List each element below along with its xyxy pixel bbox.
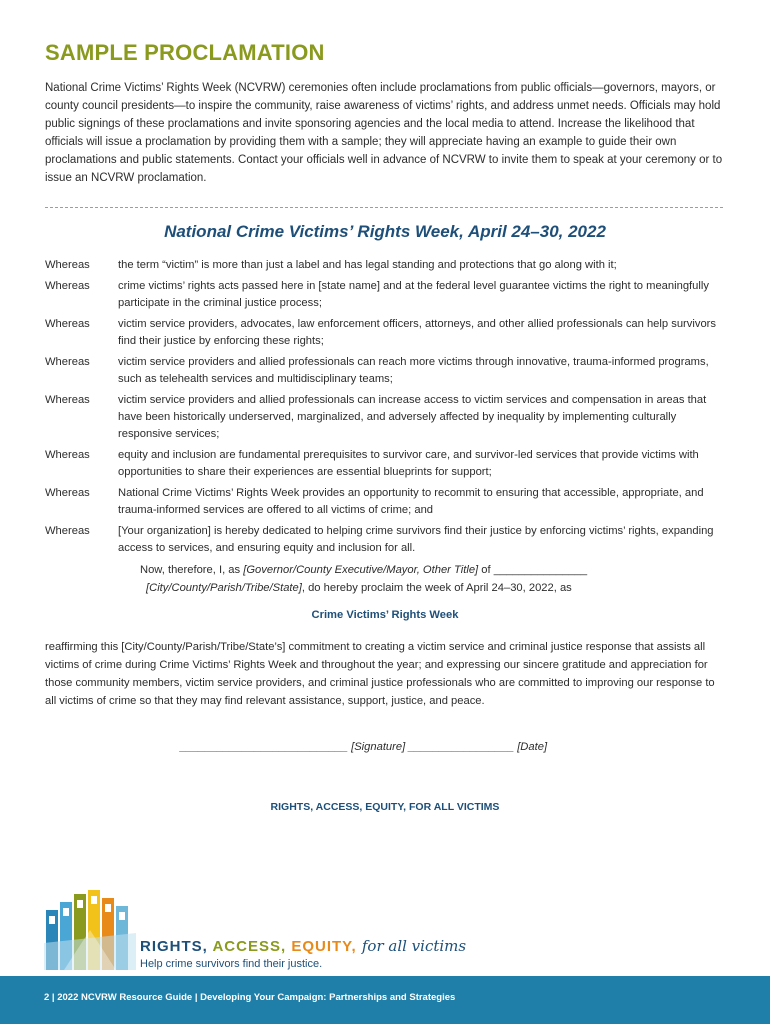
- whereas-label: Whereas: [45, 356, 90, 368]
- whereas-item: [45, 354, 735, 388]
- whereas-label: Whereas: [45, 394, 90, 406]
- logo-word-for-all-victims: for all victims: [361, 937, 467, 955]
- whereas-text: victim service providers and allied professionals can increase access to victim services and compensation in areas that have been historically underserved, marginalized, and adversely affected by inequality by implementing culturally responsive services;: [118, 394, 707, 440]
- logo-word-rights: RIGHTS,: [140, 938, 208, 955]
- ncvrw-logo-icon: [44, 888, 136, 970]
- whereas-label: Whereas: [45, 259, 90, 271]
- proclamation-title: National Crime Victims’ Rights Week, April 24–30, 2022: [164, 222, 606, 241]
- proclaim-prefix: Now, therefore, I, as: [140, 564, 244, 576]
- logo-wordmark: [140, 937, 466, 955]
- intro-paragraph: National Crime Victims’ Rights Week (NCVRW) ceremonies often include proclamations from public officials—governors, mayors, or county council presidents—to inspire the community, raise awareness of victims’ rights, and address unmet needs. Officials may hold public signings of these proclamations and invite sponsoring agencies and the local media to attend. Increase the likelihood that officials will issue a proclamation by providing them with a sample; they will appreciate having an example to guide their own proclamations and public statements. Contact your officials well in advance of NCVRW to invite them to speak at your ceremony or to issue an NCVRW proclamation.: [45, 82, 723, 184]
- whereas-item: [45, 257, 735, 274]
- whereas-text: National Crime Victims’ Rights Week provides an opportunity to recommit to ensuring that accessible, appropriate, and trauma-informed services are offered to all victims of crime; and: [118, 487, 704, 516]
- proclaim-line-2: [146, 580, 706, 597]
- whereas-item: [45, 316, 735, 350]
- title-placeholder: [Governor/County Executive/Mayor, Other Title]: [243, 564, 479, 576]
- whereas-text: victim service providers and allied professionals can reach more victims through innovative, trauma-informed programs, such as telehealth services and multidisciplinary teams;: [118, 356, 709, 385]
- whereas-label: Whereas: [45, 280, 90, 292]
- logo-word-access: ACCESS,: [212, 938, 287, 955]
- whereas-label: Whereas: [45, 525, 90, 537]
- whereas-text: crime victims’ rights acts passed here in [state name] and at the federal level guarantee victims the right to meaningfully participate in the criminal justice process;: [118, 280, 709, 309]
- reaffirm-paragraph: reaffirming this [City/County/Parish/Tribe/State’s] commitment to creating a victim service and criminal justice response that assists all victims of crime during Crime Victims’ Rights Week and throughout the year; and expressing our sincere gratitude and appreciation for those community members, victim service providers, and criminal justice professionals who are committed to improving our response to all victims of crime so that they may find relevant assistance, support, justice, and peace.: [45, 641, 715, 707]
- whereas-label: Whereas: [45, 487, 90, 499]
- page-title: SAMPLE PROCLAMATION: [45, 40, 325, 65]
- whereas-item: [45, 392, 735, 443]
- dashed-divider: [45, 207, 723, 208]
- whereas-item: [45, 447, 735, 481]
- jurisdiction-placeholder: [City/County/Parish/Tribe/State]: [146, 582, 302, 594]
- proclaim-suffix-2: , do hereby proclaim the week of April 24–30, 2022, as: [301, 582, 572, 594]
- whereas-text: the term “victim” is more than just a label and has legal standing and protections that go along with it;: [118, 259, 617, 271]
- page-footer: [0, 976, 770, 1024]
- whereas-label: Whereas: [45, 449, 90, 461]
- crw-heading: Crime Victims’ Rights Week: [311, 609, 459, 621]
- whereas-label: Whereas: [45, 318, 90, 330]
- whereas-text: [Your organization] is hereby dedicated to helping crime survivors find their justice by enforcing victims’ rights, expanding access to services, and ensuring equity and inclusion for all.: [118, 525, 714, 554]
- proclaim-line-1: [140, 562, 700, 579]
- whereas-text: equity and inclusion are fundamental prerequisites to survivor care, and survivor-led services that provide victims with opportunities to share their experiences are essential blueprints for support;: [118, 449, 699, 478]
- whereas-item: [45, 485, 735, 519]
- proclaim-suffix: of _______________: [478, 564, 588, 576]
- whereas-item: [45, 523, 735, 557]
- whereas-item: [45, 278, 735, 312]
- footer-text: 2 | 2022 NCVRW Resource Guide | Developing Your Campaign: Partnerships and Strategies: [44, 992, 456, 1003]
- theme-tagline: RIGHTS, ACCESS, EQUITY, FOR ALL VICTIMS: [270, 801, 500, 813]
- whereas-text: victim service providers, advocates, law enforcement officers, attorneys, and other allied professionals can help survivors find their justice by enforcing these rights;: [118, 318, 716, 347]
- whereas-list: [45, 257, 735, 561]
- logo-word-equity: EQUITY,: [291, 938, 357, 955]
- logo-subtitle: Help crime survivors find their justice.: [140, 958, 323, 970]
- signature-line: ___________________________ [Signature] _________________ [Date]: [180, 741, 548, 753]
